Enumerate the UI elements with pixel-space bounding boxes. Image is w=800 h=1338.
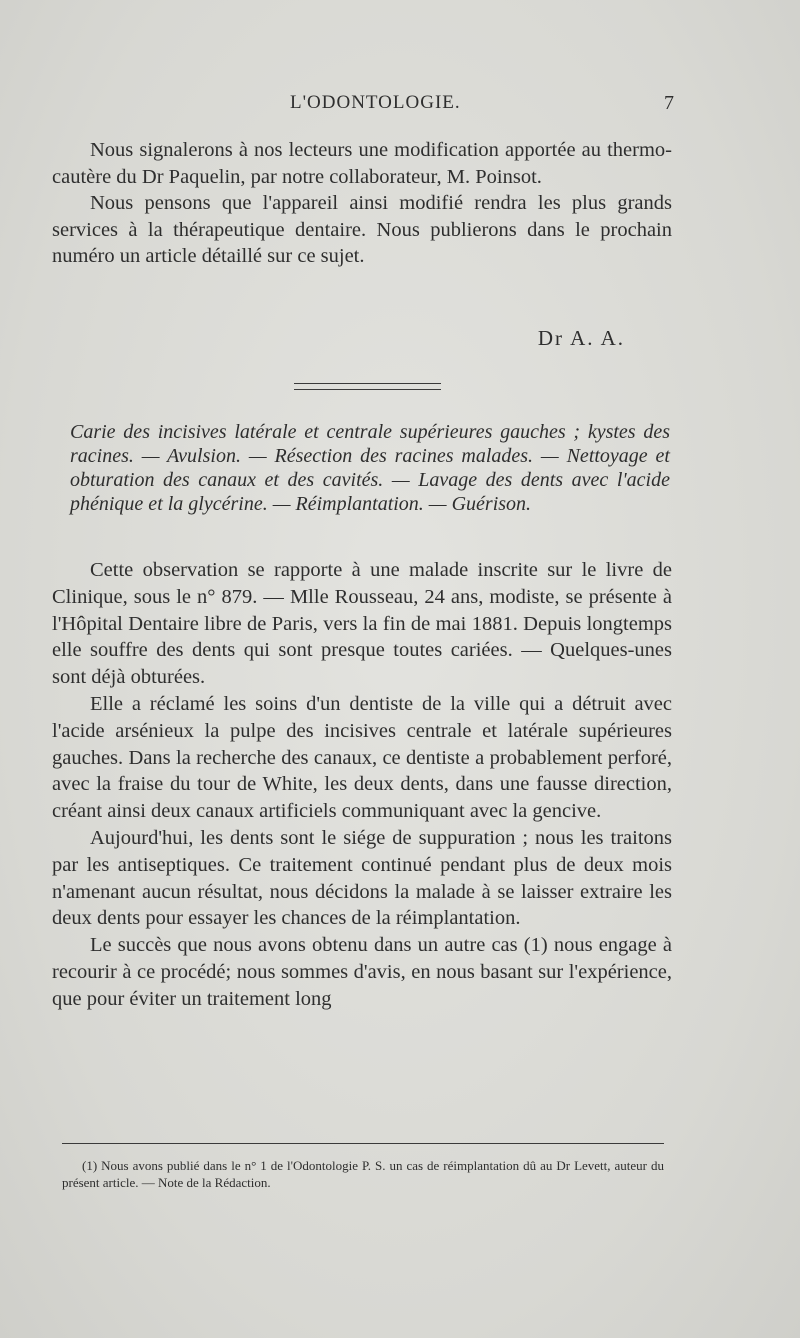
section-divider [294, 383, 441, 384]
article-heading [70, 420, 670, 516]
signature: Dr A. A. [537, 326, 625, 350]
running-head [0, 92, 800, 122]
running-title: L'ODONTOLOGIE. [290, 92, 461, 113]
article-paragraph: Aujourd'hui, les dents sont le siége de suppuration ; nous les traitons par les antiseptiques. Ce traitement continué pendant plus de deux mois n'amenant aucun résultat, nous décidons la malade à se laisser extraire les deux dents pour essayer les chances de la réimplantation. [52, 826, 672, 930]
article-paragraph: Le succès que nous avons obtenu dans un autre cas (1) nous engage à recourir à ce procédé; nous sommes d'avis, en nous basant sur l'expérience, que pour éviter un traitement long [52, 934, 672, 1010]
footnote-divider [62, 1143, 664, 1144]
section-divider [294, 389, 441, 390]
page-number: 7 [664, 92, 674, 114]
intro-section [52, 137, 672, 270]
intro-paragraph: Nous pensons que l'appareil ainsi modifié rendra les plus grands services à la thérapeutique dentaire. Nous publierons dans le prochain numéro un article détaillé sur ce sujet. [52, 192, 672, 267]
article-paragraph: Cette observation se rapporte à une malade inscrite sur le livre de Clinique, sous le n° 879. — Mlle Rousseau, 24 ans, modiste, se présente à l'Hôpital Dentaire libre de Paris, vers la fin de mai 1881. Depuis longtemps elle souffre des dents qui sont presque toutes cariées. — Quelques-unes sont déjà obturées. [52, 559, 672, 689]
footnote-text: (1) Nous avons publié dans le n° 1 de l'Odontologie P. S. un cas de réimplantation dû au Dr Levett, auteur du présent article. — Note de la Rédaction. [62, 1158, 664, 1190]
footnote [62, 1157, 664, 1191]
intro-paragraph: Nous signalerons à nos lecteurs une modification apportée au thermo-cautère du Dr Paquelin, par notre collaborateur, M. Poinsot. [52, 139, 672, 188]
article-heading-text: Carie des incisives latérale et centrale supérieures gauches ; kystes des racines. — Avulsion. — Résection des racines malades. — Nettoyage et obturation des canaux et des cavités. — Lavage des dents avec l'acide phénique et la glycérine. — Réimplantation. — Guérison. [70, 421, 670, 515]
article-paragraph: Elle a réclamé les soins d'un dentiste de la ville qui a détruit avec l'acide arsénieux la pulpe des incisives centrale et latérale supérieures gauches. Dans la recherche des canaux, ce dentiste a probablement perforé, avec la fraise du tour de White, les deux dents, dans une fausse direction, créant ainsi deux canaux artificiels communiquant avec la gencive. [52, 692, 672, 823]
article-body [52, 557, 672, 1013]
